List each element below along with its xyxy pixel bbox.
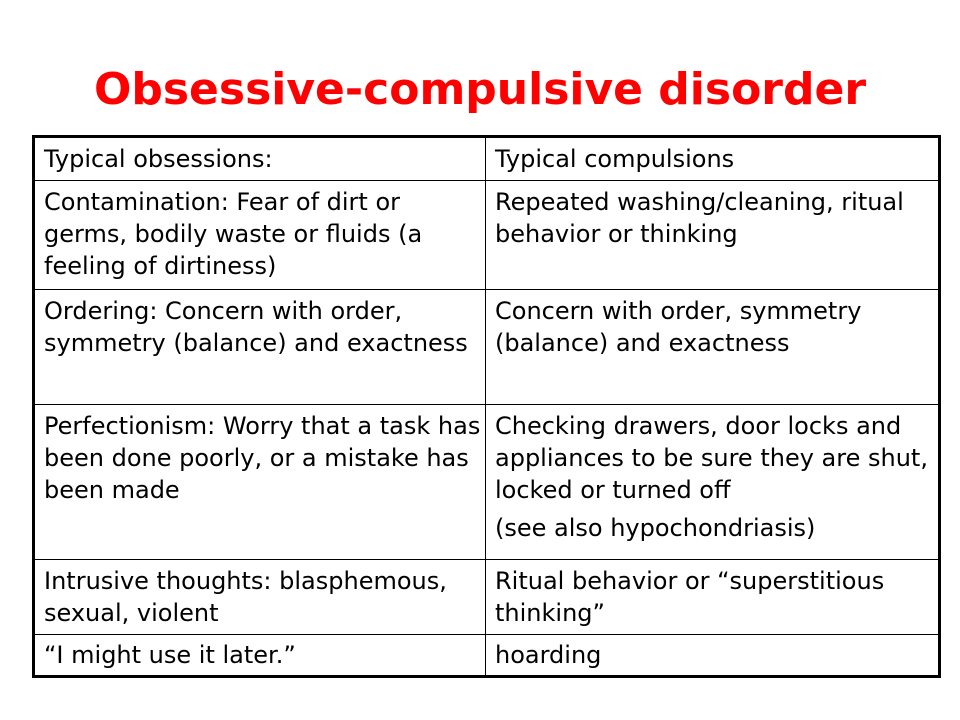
table-header-row <box>34 137 940 181</box>
slide-title: Obsessive-compulsive disorder <box>93 64 867 115</box>
obsession-cell: Contamination: Fear of dirt or germs, bodily waste or fluids (a feeling of dirtiness) <box>34 181 486 290</box>
header-obsessions: Typical obsessions: <box>34 137 486 181</box>
compulsion-cell: Concern with order, symmetry (balance) and exactness <box>486 290 940 405</box>
compulsion-text: Checking drawers, door locks and appliances to be sure they are shut, locked or turned off <box>495 412 928 504</box>
compulsion-cell: Ritual behavior or “superstitious thinking” <box>486 560 940 635</box>
obsession-cell: Perfectionism: Worry that a task has been done poorly, or a mistake has been made <box>34 405 486 560</box>
compulsion-cell: hoarding <box>486 635 940 677</box>
table-row <box>34 290 940 405</box>
compulsion-note: (see also hypochondriasis) <box>495 514 816 542</box>
obsession-cell: Intrusive thoughts: blasphemous, sexual, violent <box>34 560 486 635</box>
table-row <box>34 635 940 677</box>
header-compulsions: Typical compulsions <box>486 137 940 181</box>
table-row <box>34 560 940 635</box>
obsession-cell: “I might use it later.” <box>34 635 486 677</box>
compulsion-cell: Repeated washing/cleaning, ritual behavior or thinking <box>486 181 940 290</box>
ocd-table <box>32 135 941 678</box>
table-row <box>34 181 940 290</box>
compulsion-cell <box>486 405 940 560</box>
obsession-cell: Ordering: Concern with order, symmetry (balance) and exactness <box>34 290 486 405</box>
table-row <box>34 405 940 560</box>
